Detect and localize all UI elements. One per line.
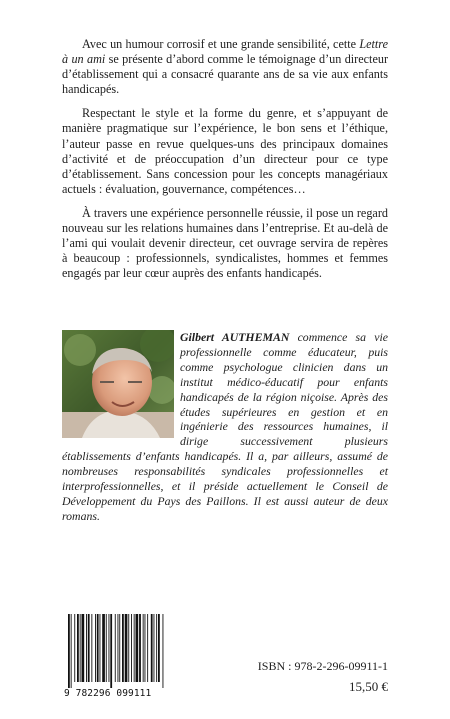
barcode-bar [156, 614, 157, 682]
barcode-bar [115, 614, 116, 682]
author-bio-text: commence sa vie professionnelle comme éducateur, puis comme psychologue clinicien dans un institut médico-éducatif pour enfants handicapés de la région niçoise. Après des études supérieures en gestion et en ingénierie des ressources humaines, il dirige successivement plusieurs établissements d’enfants handicapés. Il a, par ailleurs, assumé de nombreuses responsabilités syndicales professionnelles et interprofessionnelles, et il préside actuellement le Conseil de Développement du Pays des Paillons. Il est aussi auteur de deux romans. [62, 330, 388, 523]
barcode-bar [68, 614, 70, 688]
barcode-bar [86, 614, 87, 682]
barcode-bar [109, 614, 110, 682]
barcode-digits: 9 782296 099111 [64, 688, 152, 699]
barcode-bar [158, 614, 160, 682]
author-photo [62, 330, 174, 438]
book-title: Lettre à un ami [62, 37, 388, 67]
blurb-p1-rest: se présente d’abord comme le témoignage d’un directeur d’établissement qui a consacré quarante ans de sa vie aux enfants handicapés. [62, 52, 389, 97]
barcode-bar [122, 614, 124, 682]
barcode-bar [82, 614, 85, 682]
barcode-bar [136, 614, 139, 682]
blurb-p1-intro: Avec un humour corrosif et une grande sensibilité, cette [82, 37, 357, 51]
barcode-bar [163, 614, 164, 688]
barcode-bar [91, 614, 92, 682]
barcode-bar [106, 614, 107, 682]
barcode-bar [145, 614, 146, 682]
barcode-bar [102, 614, 105, 682]
barcode-bar [110, 614, 112, 688]
barcode-bar [88, 614, 90, 682]
barcode-bar [139, 614, 141, 682]
barcode-bar [74, 614, 75, 682]
barcode-bar [134, 614, 135, 682]
blurb [62, 37, 388, 281]
barcode-bar [131, 614, 132, 682]
author-section [62, 330, 388, 524]
blurb-paragraph-3: À travers une expérience personnelle réussie, il pose un regard nouveau sur les relations humaines dans l’entreprise. Et au-delà de l’ami qui voulait devenir directeur, cet ouvrage servira de repères à beaucoup : professionnels, syndicalistes, hommes et femmes engagés par leur cœur auprès des enfants handicapés. [62, 205, 388, 281]
barcode-bar [125, 614, 128, 682]
barcode-bar [119, 614, 120, 682]
barcode-bar [77, 614, 79, 682]
barcode-bar [80, 614, 81, 682]
barcode-bar [154, 614, 155, 682]
barcode-bar [128, 614, 129, 682]
isbn: ISBN : 978-2-296-09911-1 [257, 659, 388, 673]
barcode-bar [95, 614, 96, 682]
blurb-paragraph-1 [62, 37, 388, 97]
barcode-bar [118, 614, 119, 682]
author-name: Gilbert AUTHEMAN [180, 330, 290, 344]
barcode-bar [151, 614, 153, 682]
barcode-bar [71, 614, 72, 688]
price: 15,50 € [349, 679, 388, 694]
barcode-bar [143, 614, 144, 682]
barcode-bar [147, 614, 148, 682]
barcode-bar [97, 614, 99, 682]
blurb-paragraph-2: Respectant le style et la forme du genre, et s’appuyant de manière pragmatique sur l’expérience, le bon sens et l’éthique, l’auteur passe en revue quelques-uns des principaux domaines d’activité et de préoccupation d’un directeur pour ce type d’établissement. Sans concession pour les concepts managériaux actuels : évaluation, gouvernance, compétences… [62, 106, 388, 196]
barcode-bar [100, 614, 101, 682]
